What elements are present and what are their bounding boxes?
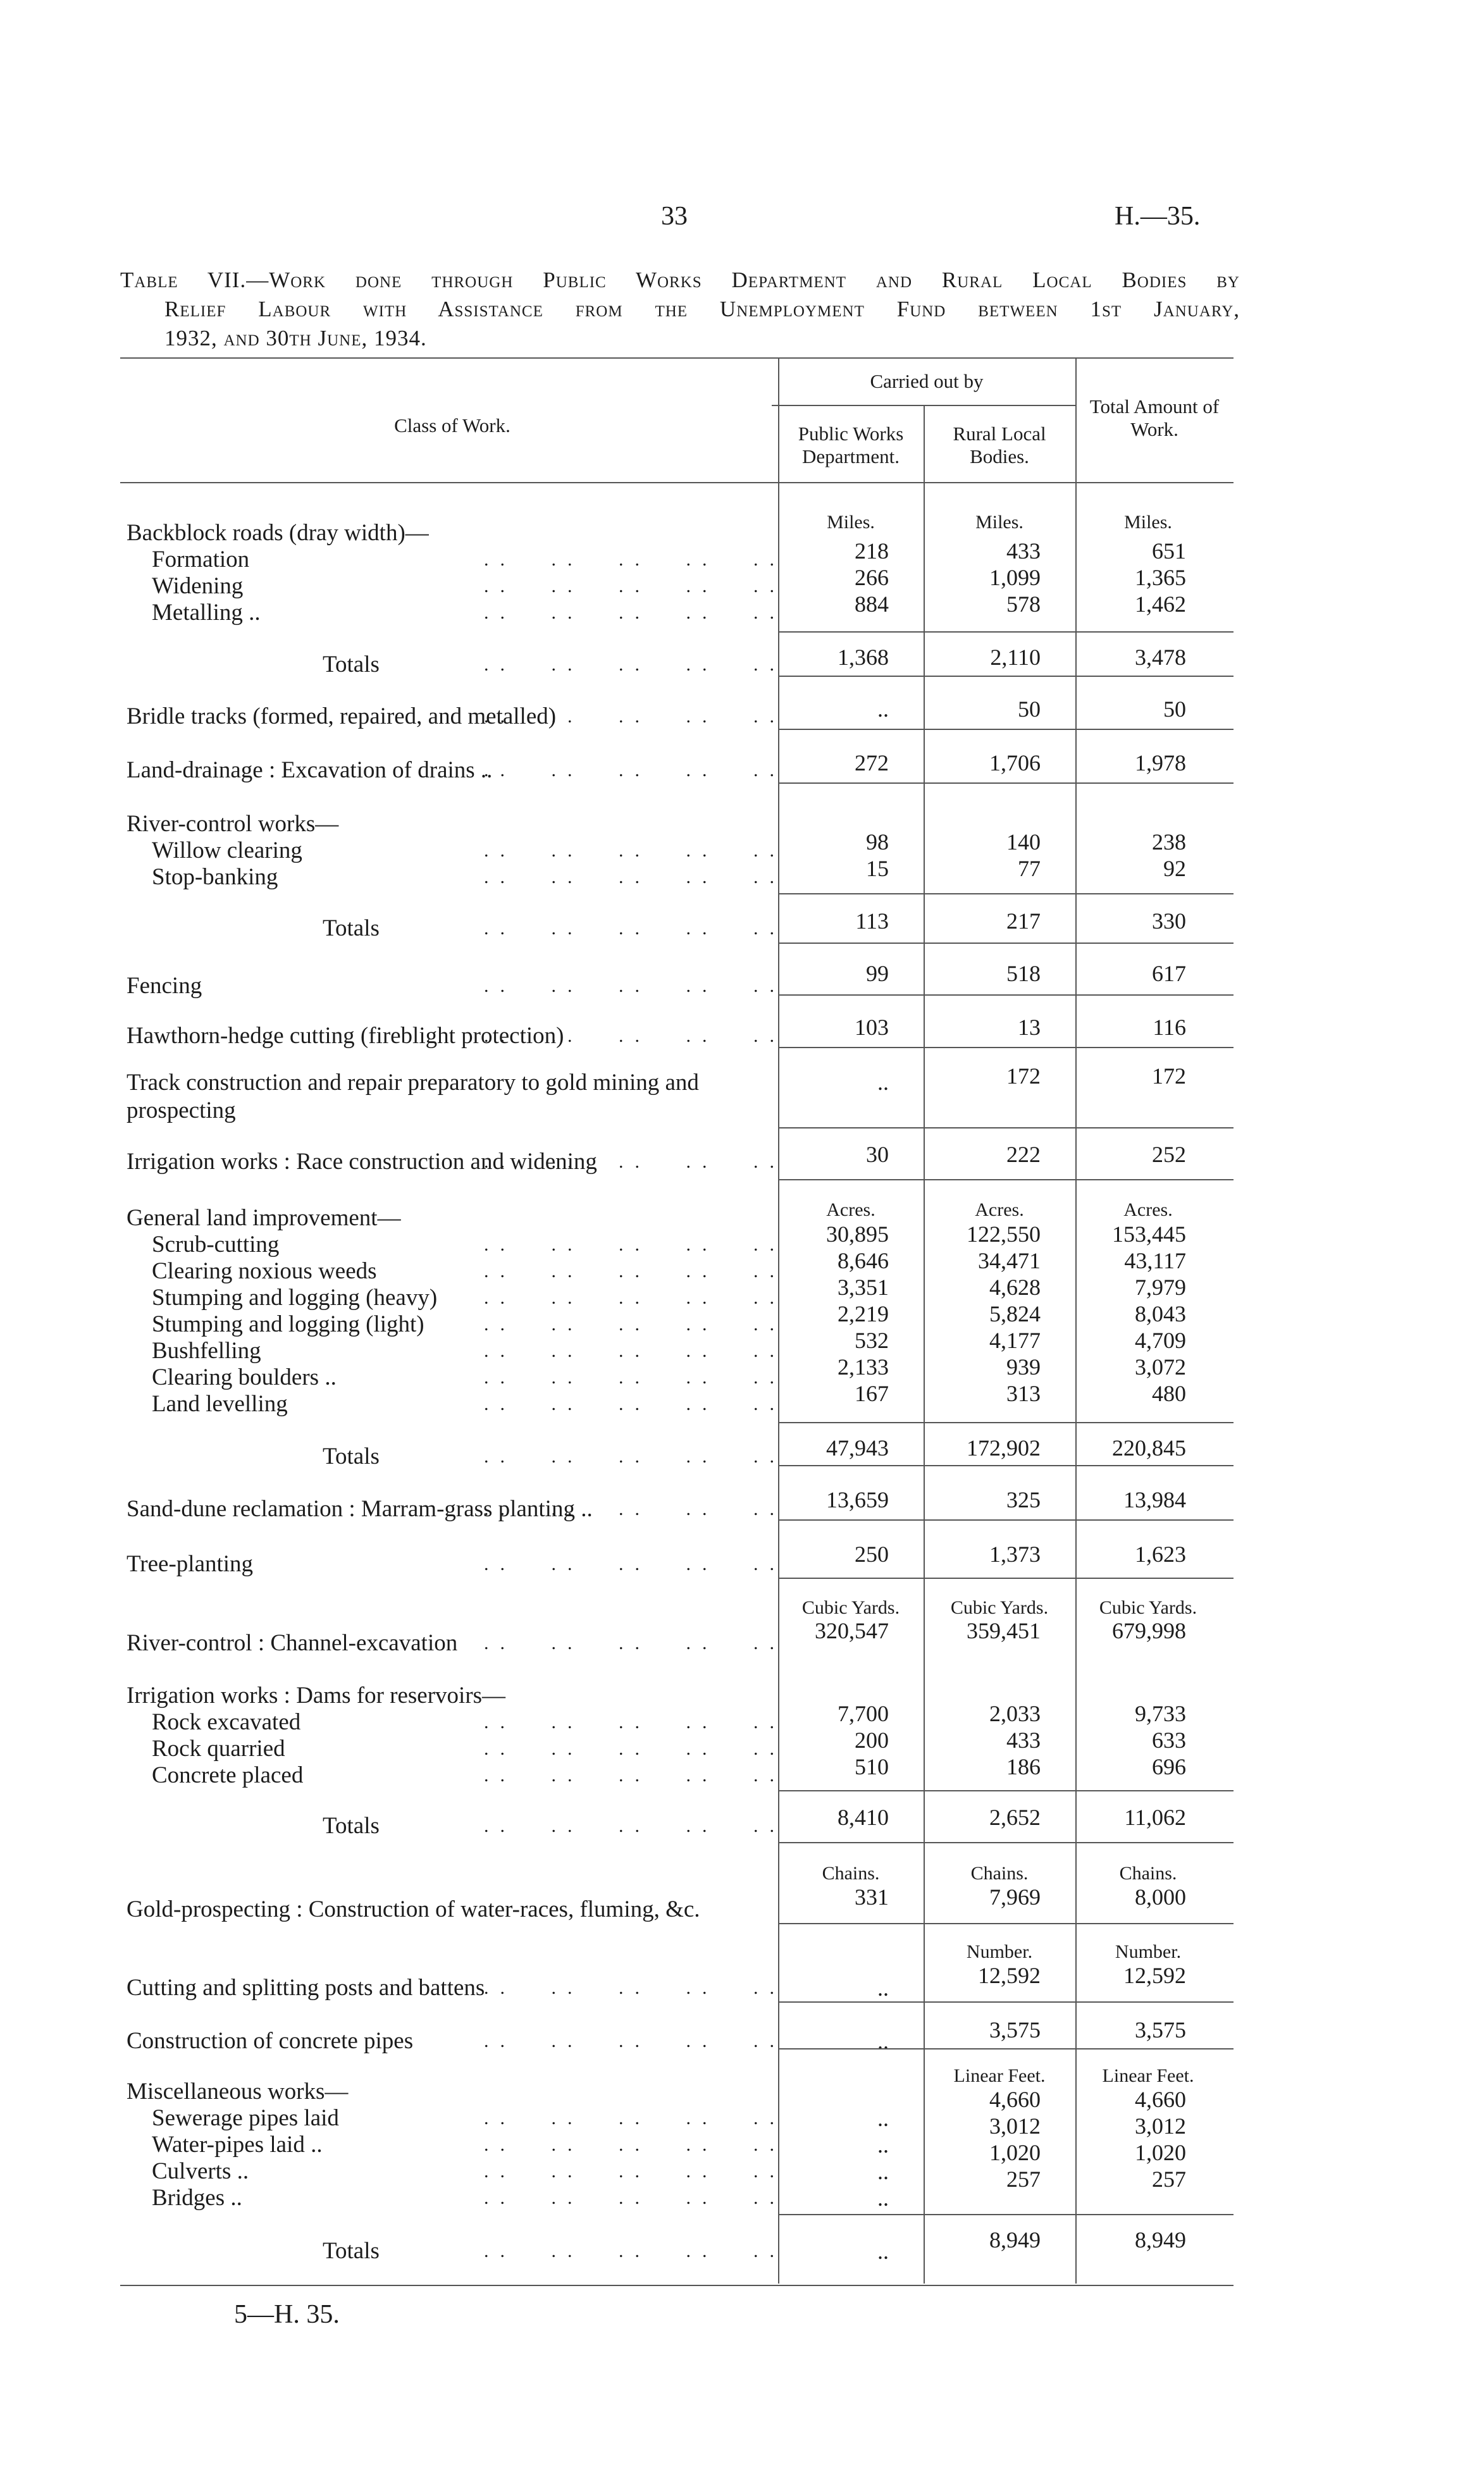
rural-value: 578 <box>1006 591 1041 617</box>
pwd-value: 250 <box>855 1542 889 1567</box>
rural-value: 1,706 <box>989 750 1041 776</box>
total-value: 1,978 <box>1135 750 1186 776</box>
total-value: 4,709 <box>1135 1328 1186 1353</box>
rural-total: 2,652 <box>989 1805 1041 1830</box>
pwd-total: 8,410 <box>838 1805 889 1830</box>
table-row-tree: . . Tree-planting <box>127 1551 778 1578</box>
rural-value: 433 <box>1006 1728 1041 1753</box>
total-value: 3,575 <box>1135 2017 1186 2043</box>
pwd-value: 2,133 <box>838 1354 889 1380</box>
unit-rural-linear-feet: Linear Feet. <box>953 2065 1046 2086</box>
subtotal-rule <box>778 631 1234 633</box>
subtotal-rule <box>778 1790 1234 1791</box>
pwd-value: 884 <box>855 591 889 617</box>
rural-value: 433 <box>1006 538 1041 564</box>
total-value: 1,020 <box>1135 2140 1186 2165</box>
header-bottom-rule <box>120 482 1234 483</box>
header-class-of-work: Class of Work. <box>394 414 510 436</box>
table-row: . . Clearing noxious weeds <box>127 1258 778 1285</box>
table-row: . . Metalling .. <box>127 600 778 626</box>
row-rule <box>778 1578 1234 1579</box>
rural-value: 313 <box>1006 1381 1041 1406</box>
total-value: 13,984 <box>1123 1487 1186 1512</box>
table-row-gold: Gold-prospecting : Construction of water-races, fluming, &c. <box>127 1896 700 1922</box>
title-line-1: Table VII.—Work done through Public Works Department and Rural Local Bodies by <box>120 268 1240 292</box>
table-row-posts: . . Cutting and splitting posts and battens <box>127 1975 778 2001</box>
rural-value: 4,628 <box>989 1275 1041 1300</box>
page-footer: 5—H. 35. <box>234 2300 340 2329</box>
total-value: 679,998 <box>1112 1618 1186 1643</box>
pwd-value: .. <box>877 2185 889 2211</box>
unit-pwd-chains: Chains. <box>822 1863 880 1884</box>
total-value: 633 <box>1152 1728 1186 1753</box>
section-heading-dams: Irrigation works : Dams for reservoirs— <box>127 1683 506 1709</box>
table-row: . . Sewerage pipes laid <box>127 2105 778 2132</box>
row-rule <box>778 1465 1234 1466</box>
unit-rural-chains: Chains. <box>970 1863 1029 1884</box>
title-line-2: Relief Labour with Assistance from the Unemployment Fund between 1st January, <box>164 297 1240 321</box>
table-row-hawthorn: . . Hawthorn-hedge cutting (fireblight protection) <box>127 1023 778 1049</box>
table-row: . . Stumping and logging (heavy) <box>127 1285 778 1311</box>
total-value: 696 <box>1152 1754 1186 1779</box>
grand-total: 220,845 <box>1112 1435 1186 1461</box>
table-row: . . Widening <box>127 573 778 600</box>
pwd-value: .. <box>877 2132 889 2158</box>
header-public-works: Public Works Department. <box>798 423 904 467</box>
pwd-value: 30 <box>866 1142 889 1167</box>
unit-rural-number: Number. <box>966 1941 1033 1962</box>
pwd-value: 320,547 <box>815 1618 889 1643</box>
table-row: . . Formation <box>127 547 778 573</box>
total-value: 8,000 <box>1135 1884 1186 1910</box>
section-heading-misc: Miscellaneous works— <box>127 2079 349 2105</box>
total-value: 617 <box>1152 961 1186 986</box>
total-value: 153,445 <box>1112 1221 1186 1247</box>
table-row: . . Rock excavated <box>127 1709 778 1736</box>
rural-value: 12,592 <box>978 1963 1041 1988</box>
table-row: . . Culverts .. <box>127 2158 778 2185</box>
pwd-value: .. <box>877 1975 889 2001</box>
unit-total-acres: Acres. <box>1123 1199 1173 1220</box>
total-value: 651 <box>1152 538 1186 564</box>
rural-value: 3,575 <box>989 2017 1041 2043</box>
header-rural-local: Rural Local Bodies. <box>953 423 1046 467</box>
table-row: . . Bridges .. <box>127 2185 778 2211</box>
rural-value: 7,969 <box>989 1884 1041 1910</box>
table-row: . . Scrub-cutting <box>127 1232 778 1258</box>
totals-row: . . Totals <box>127 1444 778 1470</box>
rural-value: 77 <box>1018 856 1041 881</box>
row-rule <box>778 1842 1234 1843</box>
pwd-value: 98 <box>866 829 889 855</box>
total-value: 257 <box>1152 2167 1186 2192</box>
rural-value: 34,471 <box>978 1248 1041 1273</box>
row-rule <box>778 943 1234 944</box>
row-rule <box>778 1179 1234 1180</box>
table-row: . . Stumping and logging (light) <box>127 1311 778 1338</box>
pwd-value: 167 <box>855 1381 889 1406</box>
pwd-value: .. <box>877 2159 889 2184</box>
pwd-value: 532 <box>855 1328 889 1353</box>
rural-value: 186 <box>1006 1754 1041 1779</box>
pwd-total: 47,943 <box>826 1435 889 1461</box>
grand-total: 8,949 <box>1135 2227 1186 2253</box>
section-heading-river: River-control works— <box>127 811 339 837</box>
total-value: 7,979 <box>1135 1275 1186 1300</box>
pwd-value: .. <box>877 1070 889 1095</box>
rural-value: 325 <box>1006 1487 1041 1512</box>
total-value: 9,733 <box>1135 1701 1186 1726</box>
total-value: 92 <box>1163 856 1186 881</box>
table-row-track: Track construction and repair preparatory to gold mining and prospecting <box>127 1070 699 1123</box>
table-row: . . Concrete placed <box>127 1762 778 1789</box>
pwd-total: .. <box>877 2239 889 2264</box>
total-value: 3,072 <box>1135 1354 1186 1380</box>
row-rule <box>778 676 1234 677</box>
table-row-irrigation: . . Irrigation works : Race construction and widening <box>127 1149 778 1175</box>
section-heading-land: General land improvement— <box>127 1205 401 1231</box>
row-rule <box>778 782 1234 784</box>
title-line-3: 1932, and 30th June, 1934. <box>164 326 427 350</box>
rural-value: 13 <box>1018 1015 1041 1040</box>
pwd-value: .. <box>877 2106 889 2131</box>
rural-value: 172 <box>1006 1063 1041 1089</box>
grand-total: 11,062 <box>1124 1805 1186 1830</box>
table-top-rule <box>120 357 1234 359</box>
unit-pwd-miles: Miles. <box>827 512 875 533</box>
subtotal-rule <box>778 1422 1234 1423</box>
header-total-amount: Total Amount of Work. <box>1089 395 1220 440</box>
rural-value: 122,550 <box>967 1221 1041 1247</box>
rural-total: 172,902 <box>967 1435 1041 1461</box>
pwd-total: 1,368 <box>838 645 889 670</box>
pwd-value: 7,700 <box>838 1701 889 1726</box>
page-reference: H.—35. <box>1115 202 1201 231</box>
unit-total-miles: Miles. <box>1124 512 1172 533</box>
total-value: 12,592 <box>1123 1963 1186 1988</box>
table-row-bridle: . . Bridle tracks (formed, repaired, and metalled) <box>127 703 778 730</box>
pwd-value: .. <box>877 696 889 722</box>
unit-rural-miles: Miles. <box>975 512 1023 533</box>
unit-total-number: Number. <box>1115 1941 1182 1962</box>
row-rule <box>778 2001 1234 2003</box>
total-value: 1,623 <box>1135 1542 1186 1567</box>
table-row: . . Land levelling <box>127 1391 778 1418</box>
unit-pwd-acres: Acres. <box>826 1199 875 1220</box>
table-row: . . Water-pipes laid .. <box>127 2132 778 2158</box>
totals-row: . . Totals <box>127 652 778 678</box>
row-rule <box>778 1047 1234 1048</box>
grand-total: 330 <box>1152 908 1186 934</box>
totals-row: . . Totals <box>127 2238 778 2265</box>
pwd-value: .. <box>877 2029 889 2054</box>
total-value: 238 <box>1152 829 1186 855</box>
rural-value: 1,373 <box>989 1542 1041 1567</box>
row-rule <box>778 729 1234 730</box>
rural-value: 5,824 <box>989 1301 1041 1326</box>
row-rule <box>778 2048 1234 2049</box>
table-row-pipes: . . Construction of concrete pipes <box>127 2028 778 2055</box>
rural-value: 4,177 <box>989 1328 1041 1353</box>
total-value: 252 <box>1152 1142 1186 1167</box>
table-row: . . Willow clearing <box>127 838 778 864</box>
total-value: 172 <box>1152 1063 1186 1089</box>
rural-total: 217 <box>1006 908 1041 934</box>
pwd-value: 218 <box>855 538 889 564</box>
unit-rural-cubic-yards: Cubic Yards. <box>950 1597 1049 1618</box>
total-value: 43,117 <box>1124 1248 1186 1273</box>
pwd-total: 113 <box>855 908 889 934</box>
pwd-value: 103 <box>855 1015 889 1040</box>
total-value: 50 <box>1163 696 1186 722</box>
section-heading-backblock: Backblock roads (dray width)— <box>127 520 429 546</box>
row-rule <box>778 1923 1234 1924</box>
row-rule <box>778 1519 1234 1521</box>
pwd-value: 200 <box>855 1728 889 1753</box>
pwd-value: 3,351 <box>838 1275 889 1300</box>
table-title <box>120 266 1240 353</box>
pwd-value: 13,659 <box>826 1487 889 1512</box>
rural-value: 939 <box>1006 1354 1041 1380</box>
total-value: 480 <box>1152 1381 1186 1406</box>
total-value: 1,462 <box>1135 591 1186 617</box>
pwd-value: 2,219 <box>838 1301 889 1326</box>
table-bottom-rule <box>120 2285 1234 2286</box>
pwd-value: 272 <box>855 750 889 776</box>
rural-value: 3,012 <box>989 2113 1041 2139</box>
unit-total-linear-feet: Linear Feet. <box>1102 2065 1194 2086</box>
row-rule <box>778 994 1234 996</box>
totals-row: . . Totals <box>127 1813 778 1839</box>
table-row-drainage: . . Land-drainage : Excavation of drains .. <box>127 757 778 784</box>
unit-pwd-cubic-yards: Cubic Yards. <box>801 1597 900 1618</box>
header-carried-out-by: Carried out by <box>870 370 984 392</box>
rural-value: 1,020 <box>989 2140 1041 2165</box>
subtotal-rule <box>778 2214 1234 2215</box>
pwd-value: 8,646 <box>838 1248 889 1273</box>
pwd-value: 30,895 <box>826 1221 889 1247</box>
grand-total: 3,478 <box>1135 645 1186 670</box>
table-row: . . Rock quarried <box>127 1736 778 1762</box>
unit-rural-acres: Acres. <box>975 1199 1024 1220</box>
rural-value: 257 <box>1006 2167 1041 2192</box>
rural-value: 2,033 <box>989 1701 1041 1726</box>
totals-row: . . Totals <box>127 915 778 942</box>
rural-value: 518 <box>1006 961 1041 986</box>
rural-value: 1,099 <box>989 565 1041 590</box>
row-rule <box>778 1127 1234 1128</box>
rural-value: 4,660 <box>989 2087 1041 2112</box>
table-row: . . Stop-banking <box>127 864 778 891</box>
total-value: 8,043 <box>1135 1301 1186 1326</box>
pwd-value: 15 <box>866 856 889 881</box>
pwd-value: 99 <box>866 961 889 986</box>
table-row: . . Clearing boulders .. <box>127 1364 778 1391</box>
table-row-channel: . . River-control : Channel-excavation <box>127 1630 778 1657</box>
table-row-fencing: . . Fencing <box>127 973 778 999</box>
total-value: 116 <box>1153 1015 1186 1040</box>
rural-total: 2,110 <box>990 645 1041 670</box>
total-value: 3,012 <box>1135 2113 1186 2139</box>
rural-total: 8,949 <box>989 2227 1041 2253</box>
total-value: 4,660 <box>1135 2087 1186 2112</box>
pwd-value: 266 <box>855 565 889 590</box>
total-value: 1,365 <box>1135 565 1186 590</box>
rural-value: 50 <box>1018 696 1041 722</box>
table-row: . . Bushfelling <box>127 1338 778 1364</box>
table-row-sanddune: . . Sand-dune reclamation : Marram-grass planting .. <box>127 1496 778 1523</box>
rural-value: 140 <box>1006 829 1041 855</box>
page-number: 33 <box>661 202 688 231</box>
unit-total-cubic-yards: Cubic Yards. <box>1099 1597 1197 1618</box>
pwd-value: 331 <box>855 1884 889 1910</box>
pwd-value: 510 <box>855 1754 889 1779</box>
unit-total-chains: Chains. <box>1119 1863 1177 1884</box>
rural-value: 359,451 <box>967 1618 1041 1643</box>
rural-value: 222 <box>1006 1142 1041 1167</box>
subtotal-rule <box>778 893 1234 894</box>
